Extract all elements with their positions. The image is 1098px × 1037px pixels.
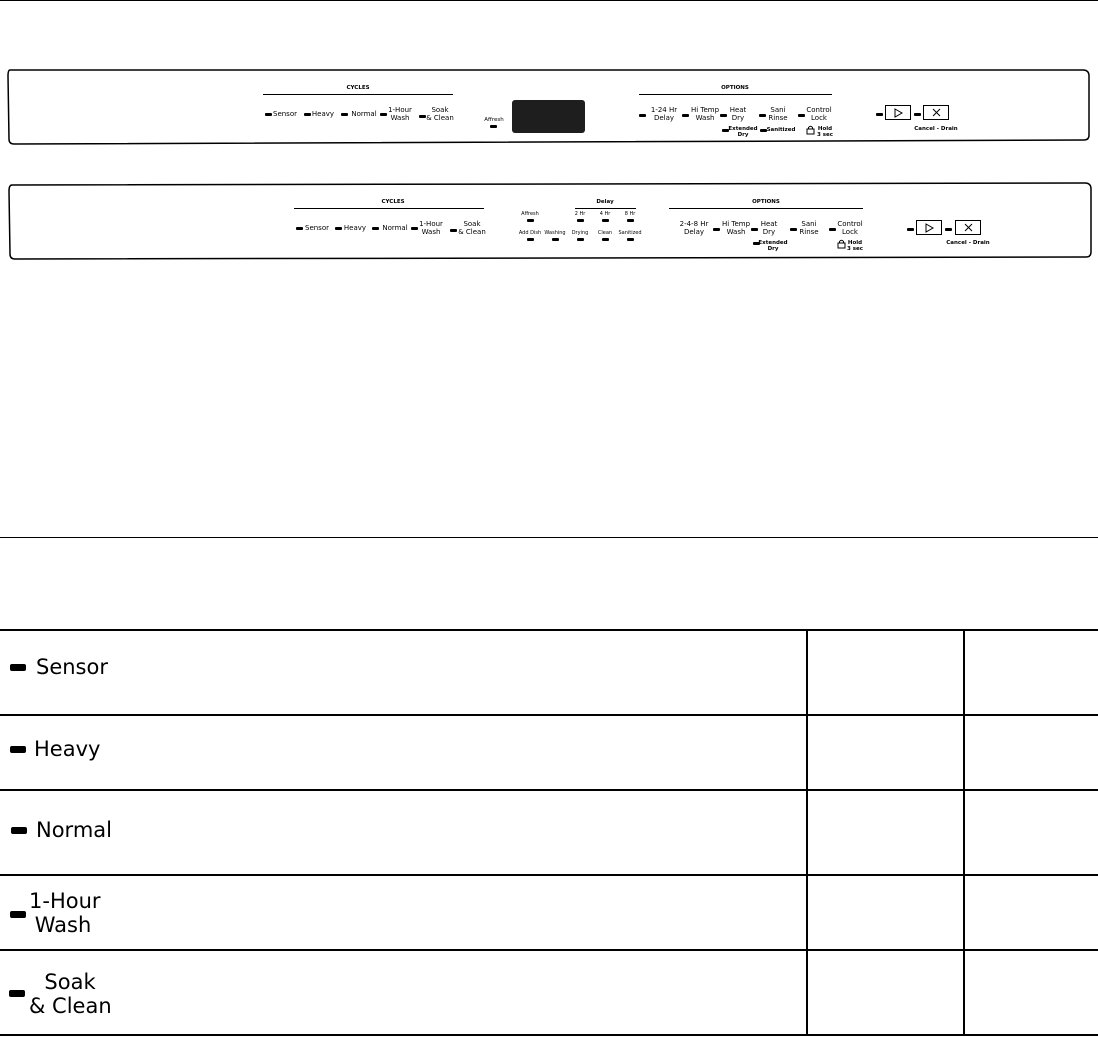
table-row-divider xyxy=(0,874,1098,876)
cycle-soak-clean-button[interactable]: Soak & Clean xyxy=(458,220,486,236)
cycle-1-hour-wash-led xyxy=(380,113,387,116)
options-title: OPTIONS xyxy=(752,199,780,205)
option-control-lock-led xyxy=(798,114,805,117)
heavy-led-icon xyxy=(10,746,26,753)
option-sani-rinse-led xyxy=(790,228,797,231)
cancel-drain-button[interactable] xyxy=(955,220,981,235)
cycle-normal-button[interactable]: Normal xyxy=(351,110,377,118)
option-hi-temp-wash-led xyxy=(682,114,689,117)
table-row-label: Normal xyxy=(36,818,112,842)
drying-label: Drying xyxy=(571,230,589,236)
option-delay-button[interactable]: 1-24 Hr Delay xyxy=(650,106,678,122)
table-row-divider xyxy=(0,714,1098,716)
cycle-1-hour-wash-led xyxy=(411,227,418,230)
option-control-lock-button[interactable]: Control Lock xyxy=(806,106,832,122)
options-title-rule xyxy=(639,94,832,95)
option-control-lock-led xyxy=(829,228,836,231)
sanitized-label: Sanitized xyxy=(766,127,796,133)
table-row-divider xyxy=(0,949,1098,951)
delay-title-rule xyxy=(575,208,636,209)
delay-2-hr-label: 2 Hr xyxy=(574,211,586,217)
affresh-indicator-label: Affresh xyxy=(484,117,504,123)
option-delay-button[interactable]: 2-4-8 Hr Delay xyxy=(679,220,709,236)
cycle-sensor-button[interactable]: Sensor xyxy=(305,224,329,232)
cycle-heavy-led xyxy=(304,113,311,116)
option-sani-rinse-led xyxy=(759,114,766,117)
cancel-drain-label: Cancel - Drain xyxy=(914,126,958,132)
cycle-soak-clean-button[interactable]: Soak & Clean xyxy=(426,106,454,122)
option-heat-dry-led xyxy=(751,228,758,231)
affresh-led xyxy=(527,219,534,222)
cycle-sensor-led xyxy=(296,227,303,230)
extended-dry-label: Extended Dry xyxy=(728,126,758,138)
play-icon xyxy=(924,223,934,233)
x-icon xyxy=(932,108,941,117)
table-top-border xyxy=(0,629,1098,631)
cycle-normal-button[interactable]: Normal xyxy=(382,224,408,232)
lock-icon xyxy=(806,125,815,135)
affresh-label: Affresh xyxy=(521,211,539,217)
washing-label: Washing xyxy=(544,230,566,236)
cycle-1-hour-wash-button[interactable]: 1-Hour Wash xyxy=(419,220,443,236)
add-dish-label: Add Dish xyxy=(518,230,542,236)
cycle-soak-clean-led xyxy=(419,115,426,118)
option-hi-temp-wash-button[interactable]: Hi Temp Wash xyxy=(690,106,720,122)
table-row-label: Heavy xyxy=(34,737,101,761)
option-delay-led xyxy=(639,114,646,117)
top-rule xyxy=(0,0,1098,1)
clean-led xyxy=(602,238,609,241)
delay-2-hr-led xyxy=(577,219,584,222)
table-column-divider xyxy=(963,629,965,1036)
cycle-normal-led xyxy=(341,113,348,116)
cancel-drain-button[interactable] xyxy=(923,105,949,120)
soak-clean-led-icon xyxy=(9,990,25,997)
affresh-indicator-led xyxy=(490,125,497,128)
cycle-heavy-led xyxy=(335,227,342,230)
delay-8-hr-label: 8 Hr xyxy=(624,211,636,217)
cycle-normal-led xyxy=(372,227,379,230)
x-icon xyxy=(964,223,973,232)
lock-icon xyxy=(837,239,846,249)
sanitized-status-led xyxy=(627,238,634,241)
cycle-soak-clean-led xyxy=(450,229,457,232)
table-row-divider xyxy=(0,789,1098,791)
options-title: OPTIONS xyxy=(721,85,749,91)
option-sani-rinse-button[interactable]: Sani Rinse xyxy=(768,106,788,122)
options-title-rule xyxy=(669,208,863,209)
one-hour-wash-led-icon xyxy=(10,911,26,918)
hold-3-sec-label: Hold 3 sec xyxy=(816,126,834,138)
extended-dry-label: Extended Dry xyxy=(758,240,788,252)
table-column-divider xyxy=(806,629,808,1036)
option-hi-temp-wash-button[interactable]: Hi Temp Wash xyxy=(721,220,751,236)
option-control-lock-button[interactable]: Control Lock xyxy=(837,220,863,236)
table-row-label: 1-Hour Wash xyxy=(29,889,101,937)
option-heat-dry-button[interactable]: Heat Dry xyxy=(729,106,747,122)
table-row-label: Sensor xyxy=(36,655,108,679)
table-bottom-border xyxy=(0,1034,1098,1036)
cycles-title: CYCLES xyxy=(346,85,370,91)
cancel-led xyxy=(914,113,921,116)
cycle-heavy-button[interactable]: Heavy xyxy=(343,224,367,232)
table-row-label: Soak & Clean xyxy=(29,970,112,1018)
delay-4-hr-led xyxy=(602,219,609,222)
digital-display xyxy=(512,100,585,133)
start-led xyxy=(876,113,883,116)
cycle-sensor-led xyxy=(265,113,272,116)
cancel-led xyxy=(945,228,952,231)
cycles-title-rule xyxy=(294,208,484,209)
hold-3-sec-label: Hold 3 sec xyxy=(846,240,864,252)
add-dish-led xyxy=(527,238,534,241)
washing-led xyxy=(552,238,559,241)
cancel-drain-label: Cancel - Drain xyxy=(946,240,990,246)
drying-led xyxy=(577,238,584,241)
delay-8-hr-led xyxy=(627,219,634,222)
option-heat-dry-button[interactable]: Heat Dry xyxy=(760,220,778,236)
cycle-sensor-button[interactable]: Sensor xyxy=(273,110,297,118)
start-button[interactable] xyxy=(916,220,942,235)
option-sani-rinse-button[interactable]: Sani Rinse xyxy=(799,220,819,236)
clean-label: Clean xyxy=(597,230,613,236)
delay-title: Delay xyxy=(596,199,614,205)
section-rule xyxy=(0,537,1098,538)
cycle-heavy-button[interactable]: Heavy xyxy=(311,110,335,118)
sensor-led-icon xyxy=(10,664,26,671)
option-hi-temp-wash-led xyxy=(713,228,720,231)
cycles-title-rule xyxy=(263,94,453,95)
option-heat-dry-led xyxy=(720,114,727,117)
start-button[interactable] xyxy=(885,105,911,120)
cycles-title: CYCLES xyxy=(381,199,405,205)
normal-led-icon xyxy=(11,827,27,834)
sanitized-status-label: Sanitized xyxy=(618,230,642,236)
play-icon xyxy=(893,108,903,118)
start-led xyxy=(907,228,914,231)
delay-4-hr-label: 4 Hr xyxy=(599,211,611,217)
cycle-1-hour-wash-button[interactable]: 1-Hour Wash xyxy=(388,106,412,122)
